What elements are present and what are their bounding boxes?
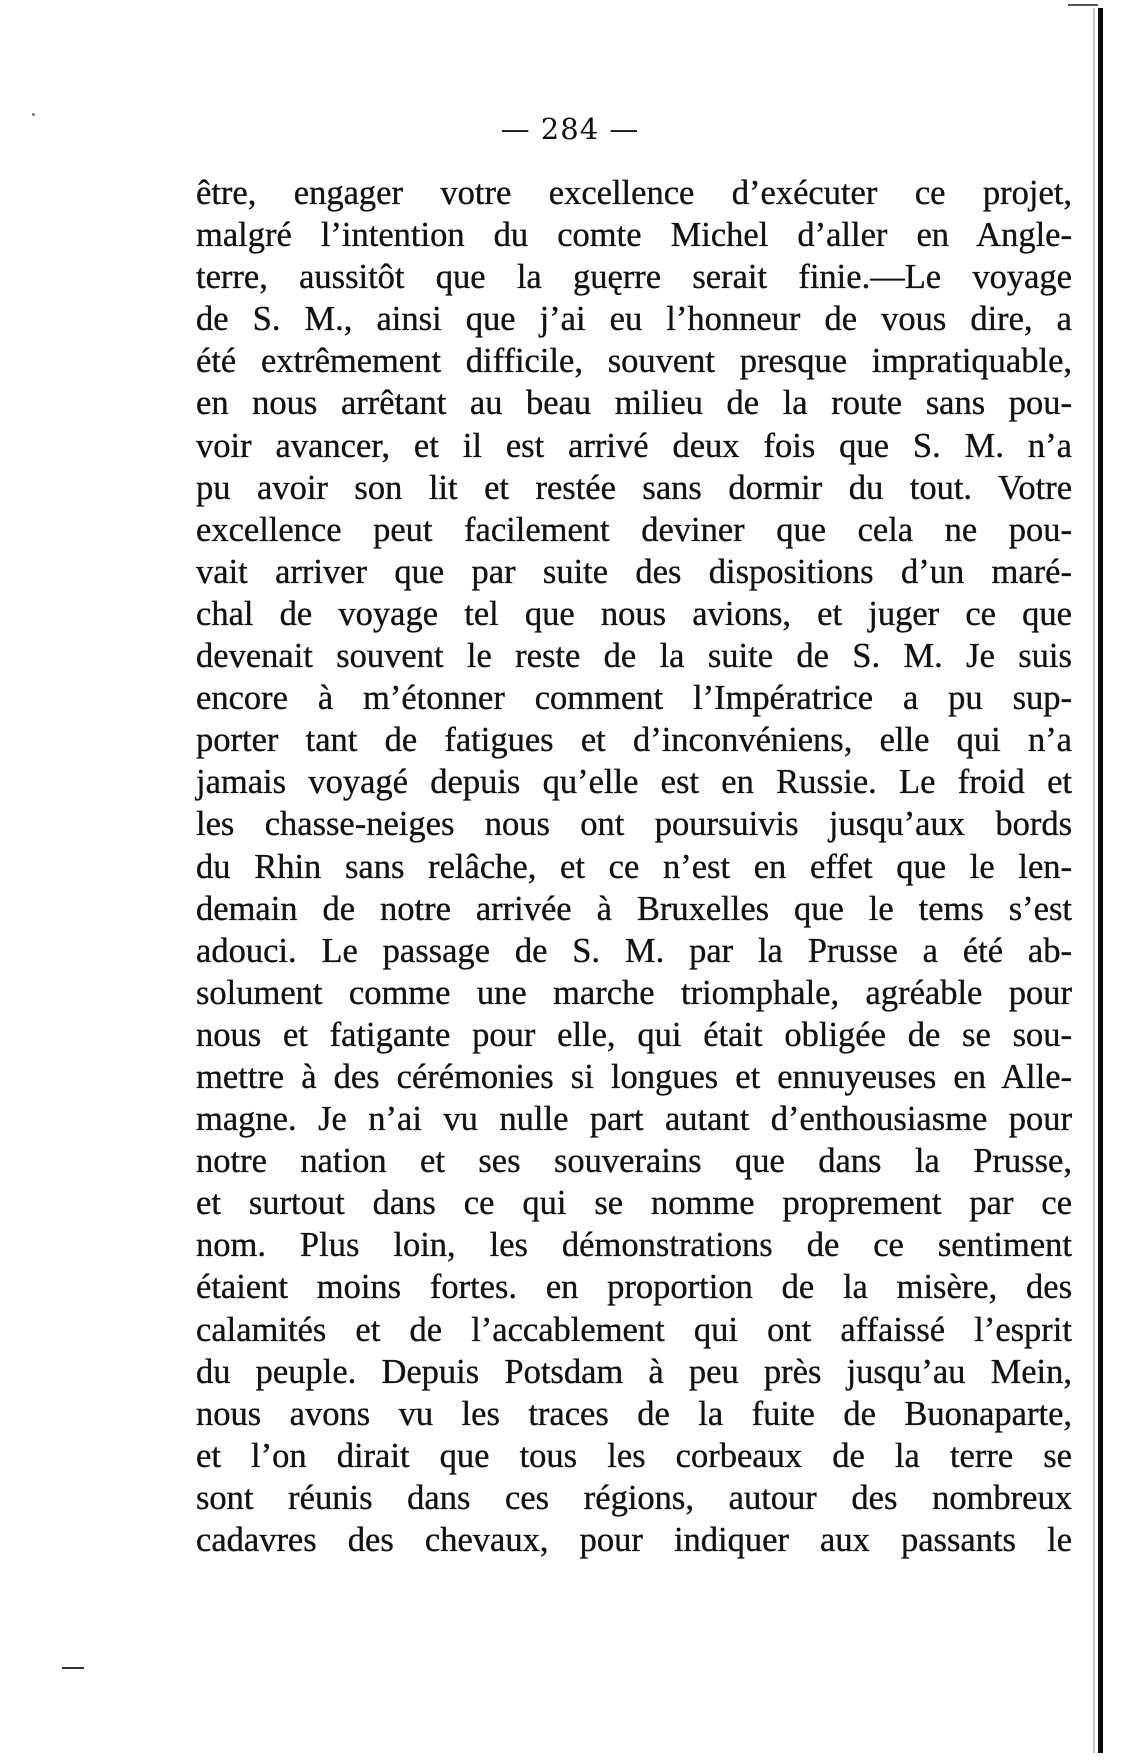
text-line: calamités et de l’accablement qui ont affaissé l’esprit bbox=[196, 1310, 1072, 1349]
text-line: notre nation et ses souverains que dans la Prusse, bbox=[196, 1142, 1072, 1181]
text-line: nom. Plus loin, les démonstrations de ce sentiment bbox=[196, 1226, 1072, 1265]
text-line: malgré l’intention du comte Michel d’aller en Angle- bbox=[196, 216, 1072, 255]
text-line: de S. M., ainsi que j’ai eu l’honneur de vous dire, a bbox=[196, 300, 1072, 339]
text-line: et surtout dans ce qui se nomme proprement par ce bbox=[196, 1184, 1073, 1223]
scan-edge-mark bbox=[1068, 4, 1098, 6]
text-line: en nous arrêtant au beau milieu de la route sans pou- bbox=[196, 384, 1072, 423]
text-line: voir avancer, et il est arrivé deux fois que S. M. n’a bbox=[196, 426, 1072, 465]
text-line: du Rhin sans relâche, et ce n’est en effet que le len- bbox=[196, 847, 1073, 886]
text-line: et l’on dirait que tous les corbeaux de la terre se bbox=[196, 1436, 1072, 1475]
text-line: magne. Je n’ai vu nulle part autant d’enthousiasme pour bbox=[196, 1100, 1073, 1139]
text-line: pu avoir son lit et restée sans dormir du tout. Votre bbox=[196, 468, 1073, 507]
page-number: — 284 — bbox=[500, 112, 640, 146]
text-line: mettre à des cérémonies si longues et ennuyeuses en Alle- bbox=[196, 1057, 1073, 1096]
text-line: cadavres des chevaux, pour indiquer aux passants le bbox=[196, 1521, 1073, 1559]
text-line: nous avons vu les traces de la fuite de Buonaparte, bbox=[196, 1394, 1073, 1433]
text-line: encore à m’étonner comment l’Impératrice a pu sup- bbox=[196, 679, 1073, 718]
text-line: solument comme une marche triomphale, agréable pour bbox=[196, 973, 1072, 1012]
text-line: les chasse-neiges nous ont poursuivis jusqu’aux bords bbox=[196, 805, 1072, 844]
text-line: être, engager votre excellence d’exécuter ce projet, bbox=[196, 174, 1073, 212]
text-line: étaient moins fortes. en proportion de la misère, des bbox=[196, 1268, 1072, 1307]
text-line: chal de voyage tel que nous avions, et juger ce que bbox=[196, 594, 1072, 633]
text-line: du peuple. Depuis Potsdam à peu près jusqu’au Mein, bbox=[196, 1352, 1073, 1391]
text-line: adouci. Le passage de S. M. par la Prusse a été ab- bbox=[196, 931, 1072, 970]
text-line: jamais voyagé depuis qu’elle est en Russie. Le froid et bbox=[196, 763, 1072, 802]
page-gutter-edge bbox=[1098, 8, 1103, 1753]
text-line: été extrêmement difficile, souvent presque impratiquable, bbox=[196, 342, 1073, 381]
text-line: excellence peut facilement deviner que cela ne pou- bbox=[196, 510, 1072, 549]
text-line: terre, aussitôt que la guęrre serait finie.—Le voyage bbox=[196, 258, 1072, 297]
page-gutter-shadow bbox=[1093, 8, 1095, 1753]
text-line: nous et fatigante pour elle, qui était obligée de se sou- bbox=[196, 1015, 1072, 1054]
text-line: porter tant de fatigues et d’inconvéniens, elle qui n’a bbox=[196, 721, 1072, 760]
scan-mark bbox=[62, 1667, 84, 1669]
body-text bbox=[196, 172, 1072, 1561]
text-line: devenait souvent le reste de la suite de S. M. Je suis bbox=[196, 637, 1072, 676]
text-line: demain de notre arrivée à Bruxelles que le tems s’est bbox=[196, 889, 1072, 928]
text-line: vait arriver que par suite des dispositions d’un maré- bbox=[196, 552, 1072, 591]
text-line: sont réunis dans ces régions, autour des nombreux bbox=[196, 1478, 1072, 1517]
